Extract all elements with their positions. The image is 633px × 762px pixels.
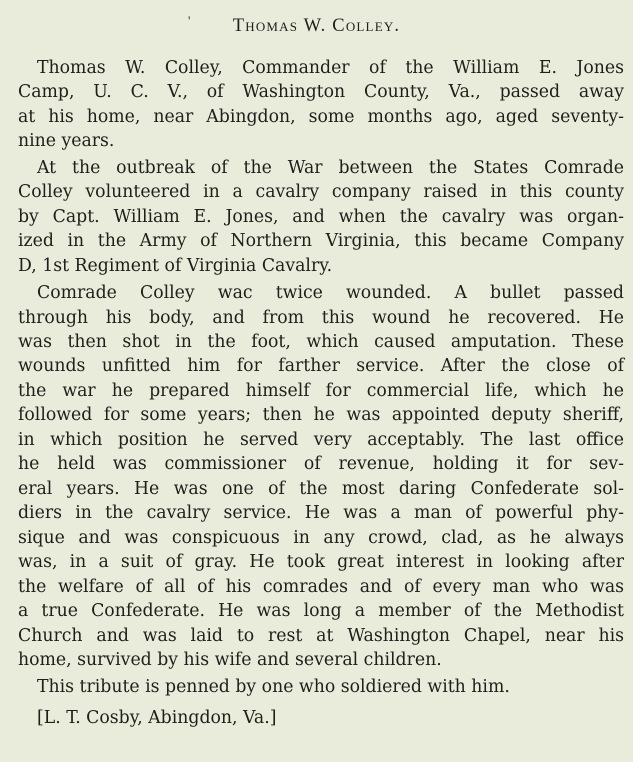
text-line: by Capt. William E. Jones, and when the cavalry was organ- bbox=[18, 207, 624, 227]
text-line: Thomas W. Colley, Commander of the William E. Jones bbox=[37, 58, 624, 78]
text-line: he held was commissioner of revenue, holding it for sev- bbox=[18, 454, 624, 474]
text-line: wounds unfitted him for farther service. After the close of bbox=[18, 356, 624, 376]
stray-mark: ' bbox=[188, 13, 191, 28]
text-line: diers in the cavalry service. He was a man of powerful phy- bbox=[18, 503, 624, 523]
text-line: the welfare of all of his comrades and of every man who was bbox=[18, 577, 624, 597]
text-line: sique and was conspicuous in any crowd, clad, as he always bbox=[18, 528, 624, 548]
text-line: eral years. He was one of the most daring Confederate sol- bbox=[18, 479, 624, 499]
text-line: nine years. bbox=[18, 131, 115, 151]
text-line: D, 1st Regiment of Virginia Cavalry. bbox=[18, 256, 333, 276]
text-line: At the outbreak of the War between the States Comrade bbox=[37, 158, 624, 178]
text-line: Comrade Colley wac twice wounded. A bullet passed bbox=[37, 283, 624, 303]
text-line: was then shot in the foot, which caused amputation. These bbox=[18, 332, 624, 352]
text-line: Colley volunteered in a cavalry company raised in this county bbox=[18, 182, 624, 202]
text-line: This tribute is penned by one who soldiered with him. bbox=[37, 677, 510, 697]
author-signature: [L. T. Cosby, Abingdon, Va.] bbox=[37, 708, 277, 728]
text-line: Church and was laid to rest at Washington Chapel, near his bbox=[18, 626, 624, 646]
text-line: the war he prepared himself for commercial life, which he bbox=[18, 381, 624, 401]
text-line: ized in the Army of Northern Virginia, this became Company bbox=[18, 231, 624, 251]
text-line: home, survived by his wife and several children. bbox=[18, 650, 442, 670]
text-line: a true Confederate. He was long a member of the Methodist bbox=[18, 601, 624, 621]
text-line: through his body, and from this wound he recovered. He bbox=[18, 308, 624, 328]
text-line: Camp, U. C. V., of Washington County, Va., passed away bbox=[18, 82, 624, 102]
text-line: followed for some years; then he was appointed deputy sheriff, bbox=[18, 405, 624, 425]
obituary-heading: Thomas W. Colley. bbox=[232, 16, 401, 36]
text-line: was, in a suit of gray. He took great interest in looking after bbox=[18, 552, 624, 572]
text-line: at his home, near Abingdon, some months ago, aged seventy- bbox=[18, 107, 624, 127]
text-line: in which position he served very acceptably. The last office bbox=[18, 430, 624, 450]
